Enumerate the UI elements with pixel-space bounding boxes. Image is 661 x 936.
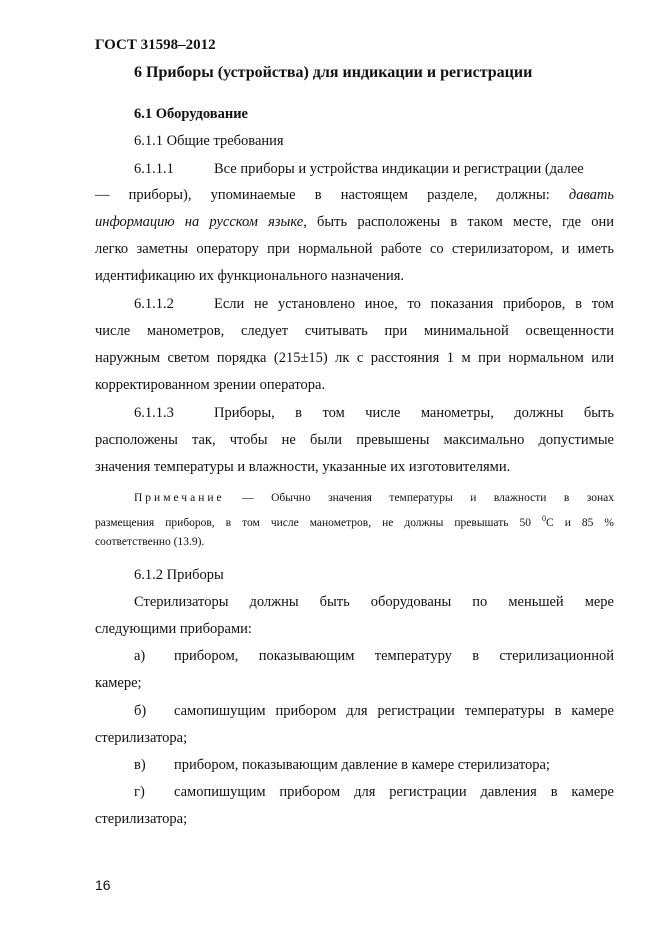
section-title: 6 Приборы (устройства) для индикации и регистрации — [134, 64, 533, 81]
list-item-line: камере; — [95, 675, 142, 691]
paragraph-line: Стерилизаторы должны быть оборудованы по меньшей мере — [134, 594, 614, 610]
note-line: соответственно (13.9). — [95, 536, 205, 548]
list-item-line: стерилизатора; — [95, 730, 188, 746]
paragraph-line: наружным светом порядка (215±15) лк с расстояния 1 м при нормальном или — [95, 350, 614, 366]
note-line: размещения приборов, в том числе манометров, не должны превышать 50 $^0$С и 85 % — [95, 514, 615, 529]
subsubsection-title: 6.1.2 Приборы — [134, 567, 224, 583]
paragraph-line: 6.1.1.3 Приборы, в том числе манометры, должны быть — [134, 405, 614, 421]
list-item: а) прибором, показывающим температуру в стерилизационной — [134, 648, 614, 664]
standard-header: ГОСТ 31598–2012 — [95, 37, 216, 53]
paragraph-line: информацию на русском языке, быть расположены в таком месте, где они — [95, 214, 614, 230]
paragraph-line: значения температуры и влажности, указанные их изготовителями. — [95, 459, 511, 475]
note-label: Примечание — [134, 492, 225, 504]
list-item: г) самопишущим прибором для регистрации давления в камере — [134, 784, 614, 800]
paragraph-line: 6.1.1.2 Если не установлено иное, то показания приборов, в том — [134, 296, 614, 312]
paragraph-line: 6.1.1.1 Все приборы и устройства индикации и регистрации (далее — [134, 161, 584, 177]
paragraph-line: легко заметны оператору при нормальной работе со стерилизатором, и иметь — [95, 241, 614, 257]
subsection-title: 6.1 Оборудование — [134, 106, 248, 122]
paragraph-line: идентификацию их функционального назначения. — [95, 268, 405, 284]
list-item-line: стерилизатора; — [95, 811, 188, 827]
paragraph-line: — приборы), упоминаемые в настоящем разделе, должны: давать — [95, 187, 615, 203]
list-item: б) самопишущим прибором для регистрации температуры в камере — [134, 703, 614, 719]
list-item: в) прибором, показывающим давление в камере стерилизатора; — [134, 757, 550, 773]
paragraph-line: расположены так, чтобы не были превышены максимально допустимые — [95, 432, 614, 448]
paragraph-line: корректированном зрении оператора. — [95, 377, 326, 393]
paragraph-line: числе манометров, следует считывать при минимальной освещенности — [95, 323, 614, 339]
note-line: Примечание — Обычно значения температуры и влажности в зонах — [134, 492, 614, 504]
subsubsection-title: 6.1.1 Общие требования — [134, 133, 284, 149]
page-number: 16 — [95, 877, 111, 893]
paragraph-line: следующими приборами: — [95, 621, 252, 637]
